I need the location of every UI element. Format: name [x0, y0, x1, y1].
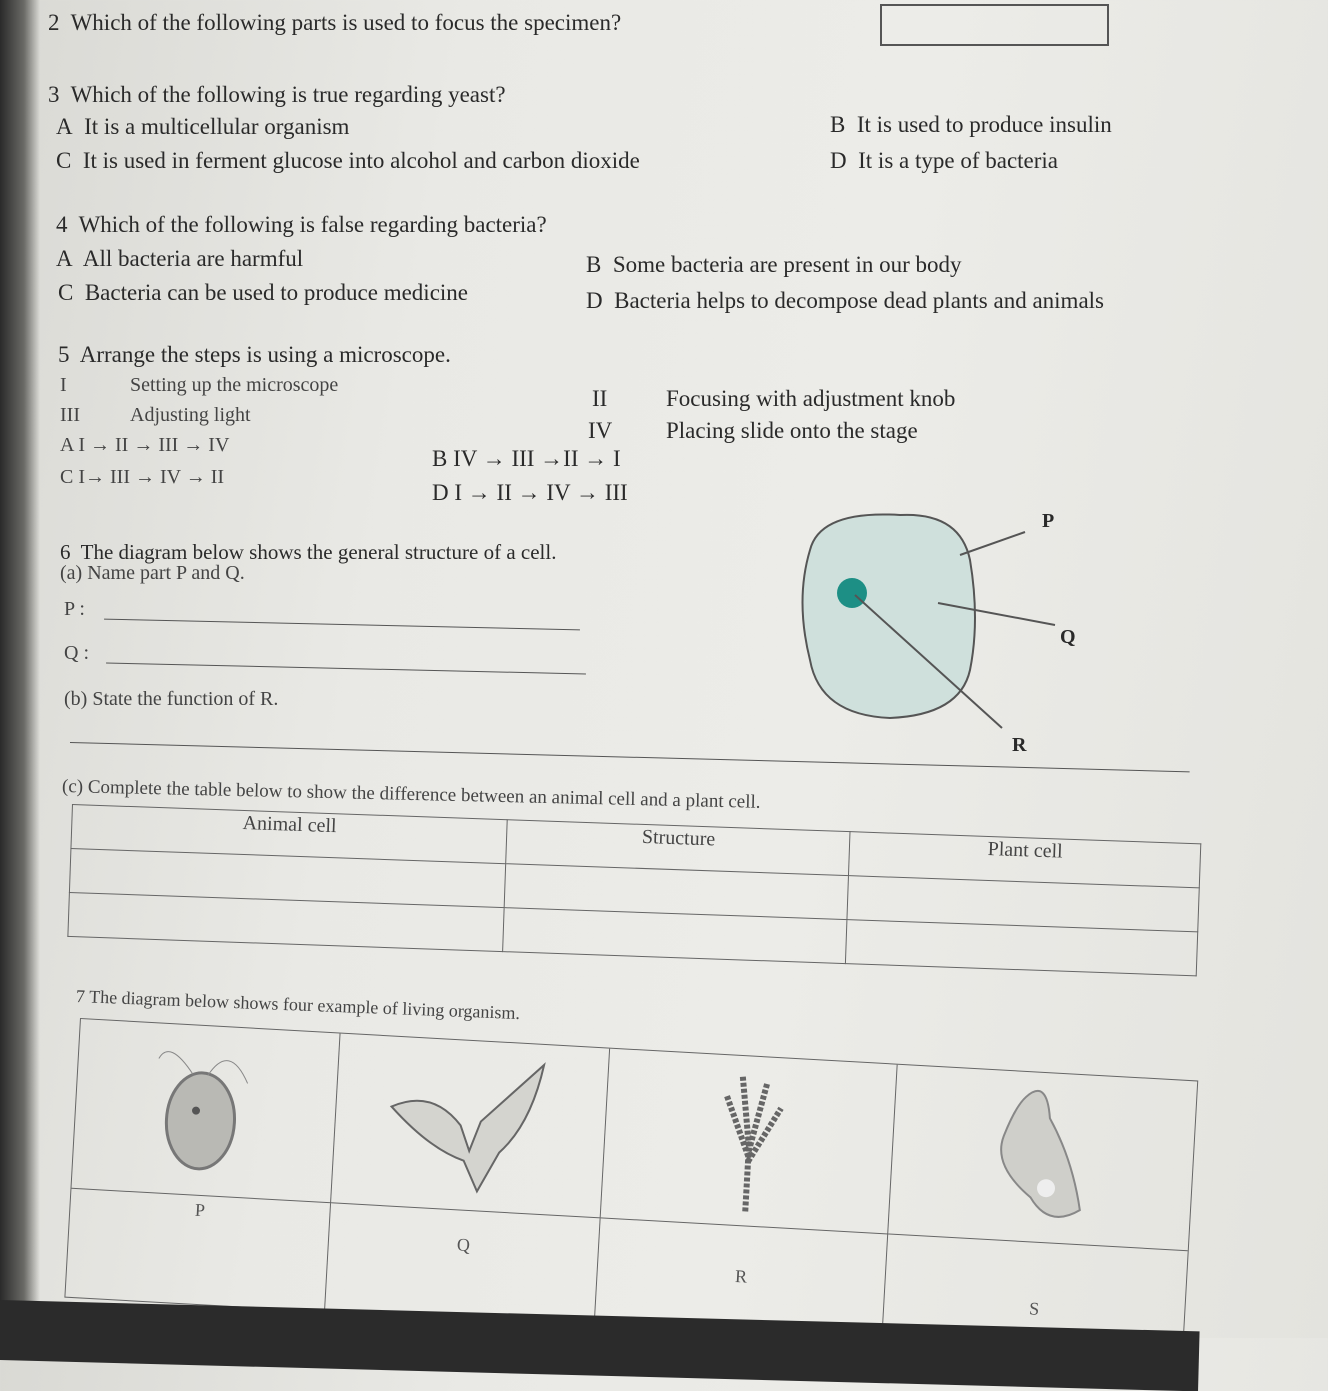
label-r: R: [1012, 734, 1027, 756]
question-2: 2 Which of the following parts is used to focus the specimen?: [48, 10, 622, 35]
q5-option-c[interactable]: C I→ III → IV → II: [60, 466, 225, 488]
step-4: IV Placing slide onto the stage: [588, 418, 918, 443]
organism-label-q: Q: [325, 1203, 601, 1326]
organism-label-s: S: [1028, 1298, 1040, 1319]
q4-option-a[interactable]: A All bacteria are harmful: [56, 246, 304, 271]
bat-icon: [376, 1046, 564, 1206]
q-label: Q :: [64, 642, 89, 664]
q6-part-a: (a) Name part P and Q.: [60, 562, 245, 584]
q3-option-d[interactable]: D It is a type of bacteria: [830, 148, 1059, 173]
q5-option-b[interactable]: B IV → III →II → I: [432, 446, 621, 471]
q4-option-b[interactable]: B Some bacteria are present in our body: [586, 252, 962, 277]
q6-part-b: (b) State the function of R.: [64, 688, 279, 710]
q3-option-b[interactable]: B It is used to produce insulin: [830, 112, 1112, 137]
label-q: Q: [1060, 626, 1076, 648]
q6-part-c: (c) Complete the table below to show the difference between an animal cell and a plant cell.: [61, 776, 761, 813]
organism-s-image: [888, 1065, 1197, 1251]
organism-q-image: [331, 1034, 610, 1219]
label-p: P: [1042, 510, 1055, 532]
p-answer-line[interactable]: [104, 619, 580, 631]
header-animal-cell: Animal cell: [71, 805, 508, 864]
organism-p-image: [71, 1019, 340, 1203]
q3-option-c[interactable]: C It is used in ferment glucose into alcohol and carbon dioxide: [56, 148, 640, 173]
header-plant-cell: Plant cell: [849, 832, 1201, 888]
cell-comparison-table: [67, 804, 1201, 976]
fungus-icon: [968, 1074, 1117, 1242]
header-structure: Structure: [506, 820, 850, 876]
q4-option-c[interactable]: C Bacteria can be used to produce medicine: [58, 280, 469, 305]
screen-bezel-left: [0, 0, 40, 1338]
nucleus: [837, 578, 867, 608]
cell-outline: [803, 514, 976, 718]
question-6: 6 The diagram below shows the general structure of a cell.: [60, 540, 557, 564]
q-answer-line[interactable]: [106, 663, 586, 675]
step-2: II Focusing with adjustment knob: [592, 386, 956, 411]
question-5: 5 Arrange the steps is using a microscope.: [58, 342, 451, 367]
cell-diagram: [780, 500, 1100, 770]
step-1: I Setting up the microscope: [60, 374, 339, 396]
organism-label-r: R: [595, 1218, 889, 1342]
question-4: 4 Which of the following is false regarding bacteria?: [56, 212, 547, 237]
q5-option-d[interactable]: D I → II → IV → III: [432, 480, 628, 505]
protozoa-icon: [142, 1037, 270, 1183]
seaweed-icon: [695, 1063, 803, 1218]
q5-option-a[interactable]: A I → II → III → IV: [60, 434, 230, 456]
question-7: 7 The diagram below shows four example of living organism.: [75, 986, 521, 1024]
q3-option-a[interactable]: A It is a multicellular organism: [56, 114, 350, 139]
organism-r-image: [601, 1049, 898, 1235]
answer-box[interactable]: [880, 4, 1109, 46]
pointer-p: [960, 532, 1025, 555]
q4-option-d[interactable]: D Bacteria helps to decompose dead plants and animals: [586, 288, 1104, 313]
question-3: 3 Which of the following is true regarding yeast?: [48, 82, 506, 107]
organism-label-p: P: [65, 1189, 331, 1311]
step-3: III Adjusting light: [60, 404, 251, 426]
p-label: P :: [64, 598, 85, 620]
